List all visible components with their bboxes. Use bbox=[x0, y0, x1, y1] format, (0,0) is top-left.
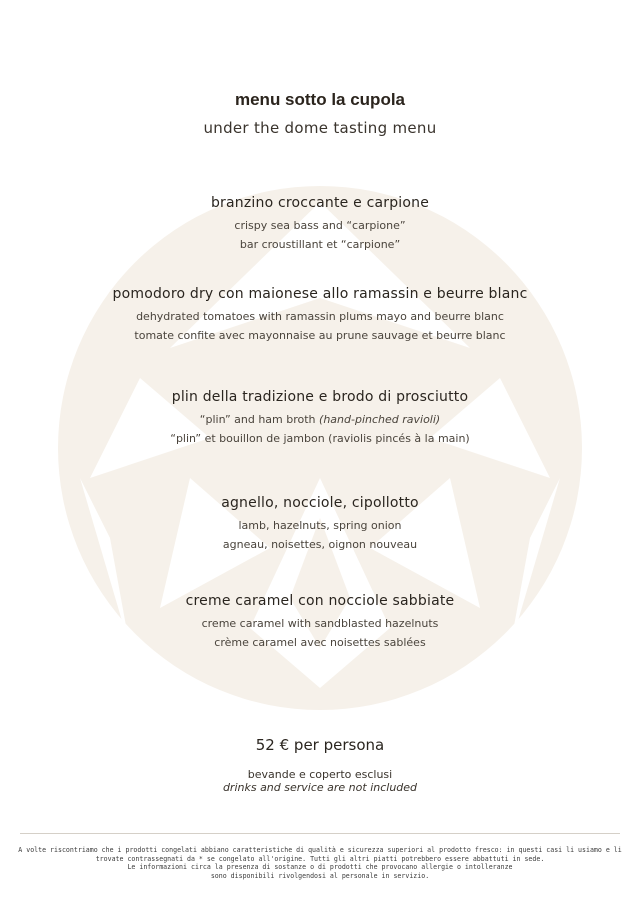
disclaimer-line: Le informazioni circa la presenza di sostanze o di prodotti che provocano allergie o intolleranze bbox=[127, 863, 513, 872]
course-item bbox=[0, 495, 640, 551]
course-english: crispy sea bass and “carpione” bbox=[234, 219, 406, 232]
disclaimer-line: sono disponibili rivolgendosi al personale in servizio. bbox=[210, 871, 430, 880]
disclaimer-line: trovate contrassegnati da * se congelato all'origine. Tutti gli altri piatti potrebbero essere abbattuti in sede. bbox=[95, 854, 545, 863]
course-french: crème caramel avec noisettes sablées bbox=[214, 636, 426, 649]
allergen-disclaimer bbox=[18, 846, 622, 880]
course-english: “plin” and ham broth bbox=[199, 413, 316, 426]
course-french: “plin” et bouillon de jambon (raviolis pincés à la main) bbox=[170, 432, 470, 445]
course-name: creme caramel con nocciole sabbiate bbox=[185, 593, 455, 609]
price-note-italian: bevande e coperto esclusi bbox=[247, 768, 393, 781]
course-item bbox=[0, 195, 640, 251]
course-english-note: (hand-pinched ravioli) bbox=[319, 413, 441, 426]
course-english: dehydrated tomatoes with ramassin plums mayo and beurre blanc bbox=[136, 310, 504, 323]
page-subtitle: under the dome tasting menu bbox=[203, 119, 437, 137]
footer-divider bbox=[20, 833, 620, 834]
course-english: creme caramel with sandblasted hazelnuts bbox=[201, 617, 439, 630]
course-item bbox=[0, 286, 640, 342]
disclaimer-line: A volte riscontriamo che i prodotti congelati abbiano caratteristiche di qualità e sicurezza superiori al prodotto fresco: in questi casi li usiamo e li bbox=[18, 846, 622, 854]
course-french: agneau, noisettes, oignon nouveau bbox=[222, 538, 418, 551]
course-name: branzino croccante e carpione bbox=[210, 195, 430, 211]
course-name: pomodoro dry con maionese allo ramassin e beurre blanc bbox=[112, 286, 528, 302]
page-title: menu sotto la cupola bbox=[234, 90, 406, 109]
course-name: plin della tradizione e brodo di prosciutto bbox=[171, 389, 469, 405]
course-english-line bbox=[0, 413, 640, 426]
price-note-english: drinks and service are not included bbox=[222, 781, 418, 794]
course-french: bar croustillant et “carpione” bbox=[239, 238, 401, 251]
course-item bbox=[0, 389, 640, 445]
course-english: lamb, hazelnuts, spring onion bbox=[238, 519, 402, 532]
course-french: tomate confite avec mayonnaise au prune sauvage et beurre blanc bbox=[134, 329, 506, 342]
course-item bbox=[0, 593, 640, 649]
course-name: agnello, nocciole, cipollotto bbox=[221, 495, 419, 511]
menu-price: 52 € per persona bbox=[255, 736, 385, 754]
